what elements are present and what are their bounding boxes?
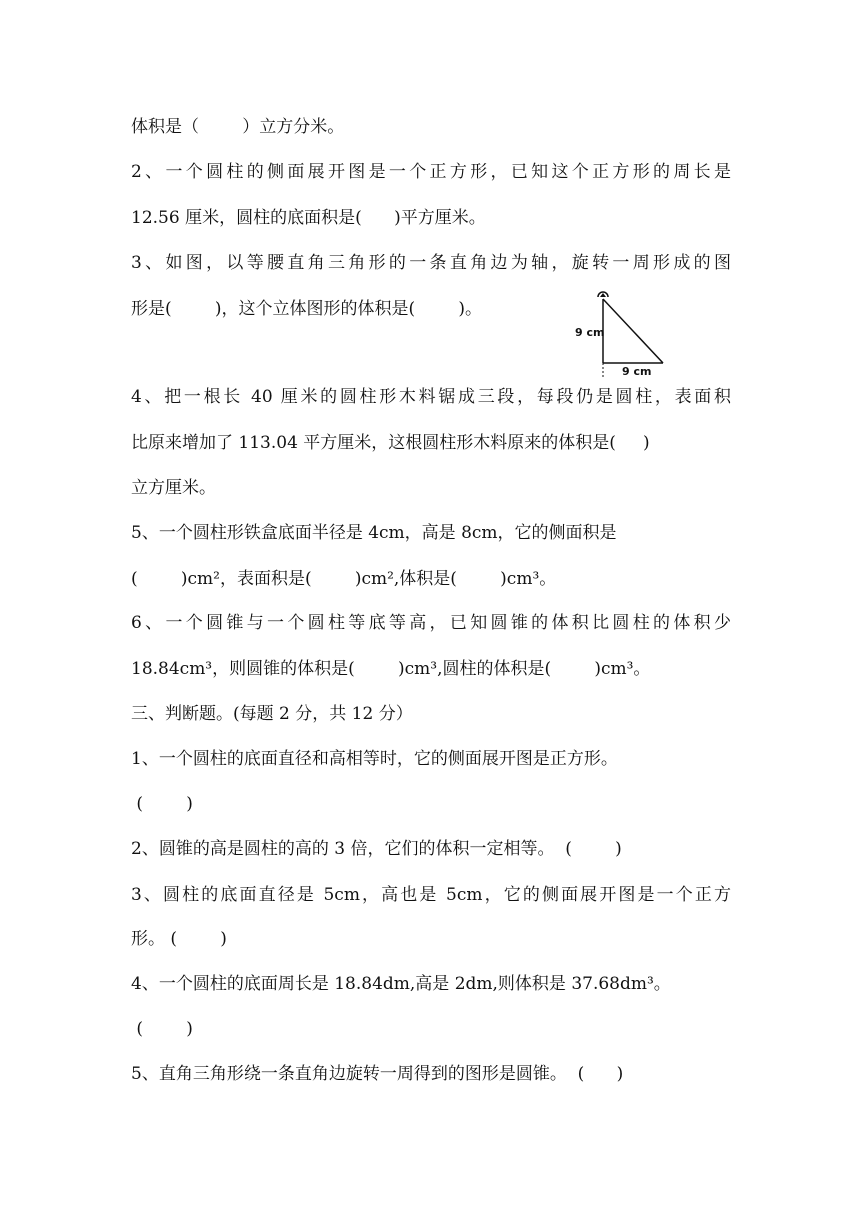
answer-blank: ( ) (131, 794, 193, 814)
text-line: 4、一个圆柱的底面周长是 18.84dm,高是 2dm,则体积是 37.68dm³。 (131, 974, 671, 994)
text-line: 5、直角三角形绕一条直角边旋转一周得到的图形是圆锥。 ( ) (131, 1064, 624, 1084)
text-line: 比原来增加了 113.04 平方厘米，这根圆柱形木料原来的体积是( ) (131, 433, 650, 453)
text-line: 1、一个圆柱的底面直径和高相等时，它的侧面展开图是正方形。 (131, 749, 618, 769)
text-line: 2、一个圆柱的侧面展开图是一个正方形，已知这个正方形的周长是 (131, 162, 731, 182)
text-line: 6、一个圆锥与一个圆柱等底等高，已知圆锥的体积比圆柱的体积少 (131, 613, 731, 633)
answer-blank: ( ) (131, 1019, 193, 1039)
text-line: 体积是（ ）立方分米。 (131, 117, 345, 137)
text-line: 3、如图，以等腰直角三角形的一条直角边为轴，旋转一周形成的图 (131, 253, 731, 273)
text-line: 12.56 厘米，圆柱的底面积是( )平方厘米。 (131, 208, 486, 228)
text-line: 形。 ( ) (131, 929, 227, 949)
section-heading: 三、判断题。(每题 2 分，共 12 分） (131, 704, 413, 724)
text-line: 5、一个圆柱形铁盒底面半径是 4cm，高是 8cm，它的侧面积是 (131, 523, 617, 543)
text-line: 18.84cm³，则圆锥的体积是( )cm³,圆柱的体积是( )cm³。 (131, 659, 651, 679)
height-label: 9 cm (575, 326, 605, 339)
triangle-hypotenuse (603, 299, 663, 363)
base-label: 9 cm (622, 365, 652, 378)
arrow-head-icon (600, 293, 606, 297)
text-line: 4、把一根长 40 厘米的圆柱形木料锯成三段，每段仍是圆柱，表面积 (131, 387, 731, 407)
text-line: 3、圆柱的底面直径是 5cm，高也是 5cm，它的侧面展开图是一个正方 (131, 885, 731, 905)
text-line: 形是( )，这个立体图形的体积是( )。 (131, 299, 482, 319)
text-line: 2、圆锥的高是圆柱的高的 3 倍，它们的体积一定相等。 ( ) (131, 839, 622, 859)
text-line: 立方厘米。 (131, 478, 216, 498)
text-line: ( )cm²，表面积是( )cm²,体积是( )cm³。 (131, 569, 557, 589)
triangle-figure (568, 285, 678, 380)
